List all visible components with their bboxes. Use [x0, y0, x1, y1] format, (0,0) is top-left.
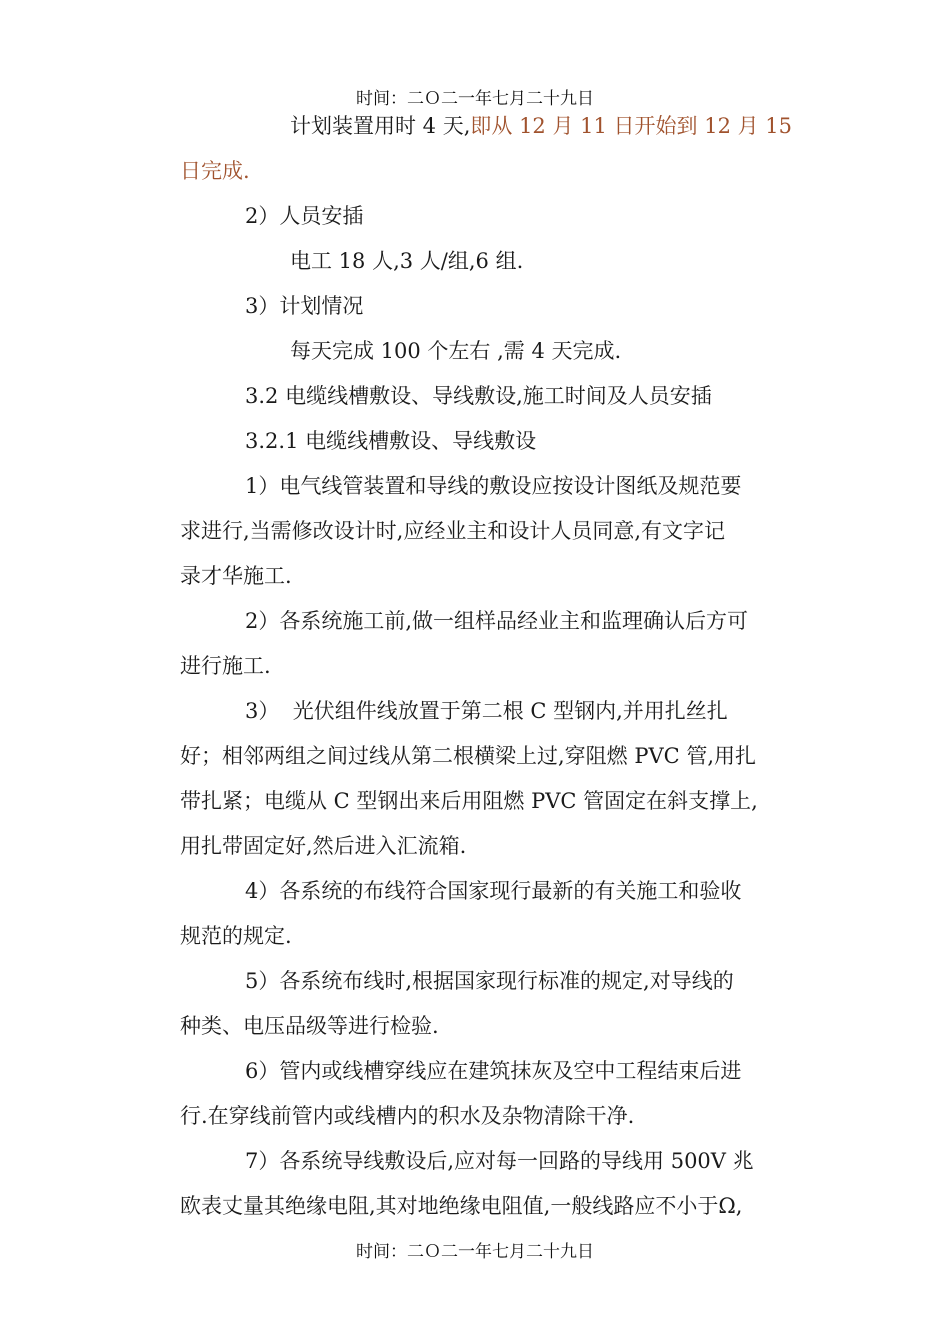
paragraph-line: 5）各系统布线时,根据国家现行标准的规定,对导线的 — [245, 969, 734, 993]
paragraph-line: 1）电气线管装置和导线的敷设应按设计图纸及规范要 — [245, 474, 742, 498]
list-heading: 3）计划情况 — [245, 294, 364, 318]
text-highlight: 即从 12 月 11 日开始到 12 月 15 — [470, 114, 793, 138]
paragraph-line — [290, 111, 792, 141]
paragraph-line: 6）管内或线槽穿线应在建筑抹灰及空中工程结束后进 — [245, 1059, 742, 1083]
text-plain: 计划装置用时 4 天, — [290, 114, 471, 138]
paragraph-line: 3） 光伏组件线放置于第二根 C 型钢内,并用扎丝扎 — [245, 699, 728, 723]
paragraph-line: 日完成. — [180, 159, 250, 183]
paragraph-line: 带扎紧；电缆从 C 型钢出来后用阻燃 PVC 管固定在斜支撑上, — [180, 789, 758, 813]
page-header: 时间：二Ｏ二一年七月二十九日 — [356, 89, 594, 109]
paragraph-line: 种类、电压品级等进行检验. — [180, 1014, 439, 1038]
paragraph-line: 2）各系统施工前,做一组样品经业主和监理确认后方可 — [245, 609, 749, 633]
paragraph-line: 用扎带固定好,然后进入汇流箱. — [180, 834, 467, 858]
paragraph-line: 4）各系统的布线符合国家现行最新的有关施工和验收 — [245, 879, 742, 903]
page-footer: 时间：二Ｏ二一年七月二十九日 — [356, 1242, 594, 1262]
list-heading: 2）人员安插 — [245, 204, 364, 228]
paragraph-line: 规范的规定. — [180, 924, 292, 948]
paragraph-line: 每天完成 100 个左右 ,需 4 天完成. — [290, 339, 622, 363]
paragraph-line: 电工 18 人,3 人/组,6 组. — [290, 249, 524, 273]
paragraph-line: 欧表丈量其绝缘电阻,其对地绝缘电阻值,一般线路应不小于Ω, — [180, 1194, 743, 1218]
paragraph-line: 录才华施工. — [180, 564, 292, 588]
paragraph-line: 进行施工. — [180, 654, 271, 678]
subsection-heading: 3.2.1 电缆线槽敷设、导线敷设 — [245, 429, 537, 453]
section-heading: 3.2 电缆线槽敷设、导线敷设,施工时间及人员安插 — [245, 384, 712, 408]
paragraph-line: 7）各系统导线敷设后,应对每一回路的导线用 500V 兆 — [245, 1149, 754, 1173]
paragraph-line: 求进行,当需修改设计时,应经业主和设计人员同意,有文字记 — [180, 519, 726, 543]
paragraph-line: 好；相邻两组之间过线从第二根横梁上过,穿阻燃 PVC 管,用扎 — [180, 744, 757, 768]
paragraph-line: 行.在穿线前管内或线槽内的积水及杂物清除干净. — [180, 1104, 635, 1128]
